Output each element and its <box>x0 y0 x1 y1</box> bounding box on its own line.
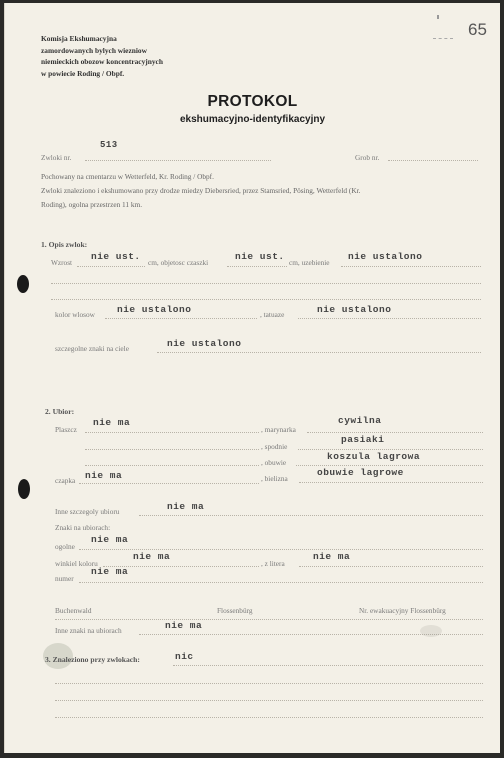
marynarka-label: , marynarka <box>261 425 296 434</box>
znaki-value: nie ustalono <box>167 338 242 349</box>
ogolne-value: nie ma <box>91 534 129 545</box>
winkiel-value: nie ma <box>133 551 171 562</box>
inne-znaki-label: Inne znaki na ubiorach <box>55 626 122 635</box>
intro-text <box>41 170 486 212</box>
winkiel-label: winkiel koloru <box>55 559 98 568</box>
bielizna-label: , bielizna <box>261 474 288 483</box>
blank-line <box>51 299 481 300</box>
cm1-label: cm, objetosc czaszki <box>148 258 209 267</box>
flossenburg-label: Flossenbürg <box>217 606 253 615</box>
czaszka-line <box>227 266 287 267</box>
wlosy-line <box>105 318 257 319</box>
numer-line <box>79 582 483 583</box>
blank-line <box>51 283 481 284</box>
bielizna-value: obuwie lagrowe <box>317 467 404 478</box>
czapka-value: nie ma <box>85 470 123 481</box>
inne-znaki-value: nie ma <box>165 620 203 631</box>
wlosy-label: kolor wlosow <box>55 310 95 319</box>
cm2-label: cm, uzebienie <box>289 258 330 267</box>
litera-line <box>299 566 483 567</box>
blank-line <box>55 683 483 684</box>
blank-line <box>85 465 259 466</box>
institution-line: Komisja Ekshumacyjna <box>41 34 117 43</box>
intro-line: Zwloki znaleziono i ekshumowano przy drodze miedzy Diebersried, przez Stamsried, Pösing, Wetterfeld (Kr. <box>41 186 361 195</box>
wlosy-value: nie ustalono <box>117 304 192 315</box>
inne-value: nie ma <box>167 501 205 512</box>
punch-hole <box>18 479 30 499</box>
section3-heading: 3. Znaleziono przy zwlokach: <box>45 655 140 664</box>
czaszka-value: nie ust. <box>235 251 285 262</box>
institution-block <box>41 33 163 79</box>
intro-line: Pochowany na cmentarzu w Wetterfeld, Kr. Roding / Obpf. <box>41 172 214 181</box>
ogolne-line <box>79 549 483 550</box>
numer-value: nie ma <box>91 566 129 577</box>
wzrost-label: Wzrost <box>51 258 73 267</box>
ogolne-label: ogolne <box>55 542 75 551</box>
document-subtitle: ekshumacyjno-identyfikacyjny <box>179 114 326 125</box>
corner-dash <box>433 38 453 39</box>
uzebienie-line <box>341 266 481 267</box>
spodnie-line <box>298 449 483 450</box>
znaki-label: szczegolne znaki na ciele <box>55 344 129 353</box>
punch-hole <box>17 275 29 293</box>
section2-heading: 2. Ubior: <box>45 407 75 416</box>
zwloki-label: Zwloki nr. <box>41 153 72 162</box>
czapka-line <box>79 483 259 484</box>
plaszcz-value: nie ma <box>93 417 131 428</box>
spodnie-label: , spodnie <box>261 442 288 451</box>
marynarka-value: cywilna <box>338 415 382 426</box>
inne-label: Inne szczegoly ubioru <box>55 507 120 516</box>
tatuaze-line <box>298 318 481 319</box>
document-title: PROTOKOL <box>207 93 298 110</box>
corner-mark <box>437 15 439 19</box>
obuwie-value: koszula lagrowa <box>327 451 421 462</box>
tatuaze-value: nie ustalono <box>317 304 392 315</box>
blank-line <box>55 700 483 701</box>
section3-value: nic <box>175 651 194 662</box>
protocol-page <box>4 3 500 753</box>
blank-line <box>85 449 259 450</box>
plaszcz-line <box>85 432 259 433</box>
zwloki-number: 513 <box>100 140 118 150</box>
buchenwald-label: Buchenwald <box>55 606 92 615</box>
spodnie-value: pasiaki <box>341 434 385 445</box>
inne-line <box>139 515 483 516</box>
wzrost-value: nie ust. <box>91 251 141 262</box>
institution-line: niemieckich obozow koncentracyjnych <box>41 57 163 66</box>
stain <box>420 625 442 637</box>
znaki-heading: Znaki na ubiorach: <box>55 523 111 532</box>
blank-line <box>55 717 483 718</box>
plaszcz-label: Plaszcz <box>55 425 77 434</box>
institution-line: zamordowanych bylych wiezniow <box>41 45 147 55</box>
bielizna-line <box>299 482 483 483</box>
obuwie-line <box>296 465 483 466</box>
uzebienie-value: nie ustalono <box>348 251 423 262</box>
litera-label: , z litera <box>261 559 285 568</box>
wzrost-line <box>77 266 145 267</box>
czapka-label: czapka <box>55 476 76 485</box>
znaki-line <box>157 352 481 353</box>
section1-heading: 1. Opis zwlok: <box>41 240 88 249</box>
numer-label: numer <box>55 574 74 583</box>
institution-line: w powiecie Roding / Obpf. <box>41 68 125 78</box>
marynarka-line <box>307 432 483 433</box>
litera-value: nie ma <box>313 551 351 562</box>
grob-line <box>388 160 478 161</box>
blank-line <box>55 619 483 620</box>
tatuaze-label: , tatuaze <box>260 310 285 319</box>
intro-line: Roding), ogolna przestrzen 11 km. <box>41 200 143 209</box>
grob-label: Grob nr. <box>355 153 380 162</box>
page-number: 65 <box>468 20 487 39</box>
obuwie-label: , obuwie <box>261 458 287 467</box>
zwloki-line <box>85 160 271 161</box>
section3-line <box>173 665 483 666</box>
ewakuacyjny-label: Nr. ewakuacyjny Flossenbürg <box>359 606 446 615</box>
